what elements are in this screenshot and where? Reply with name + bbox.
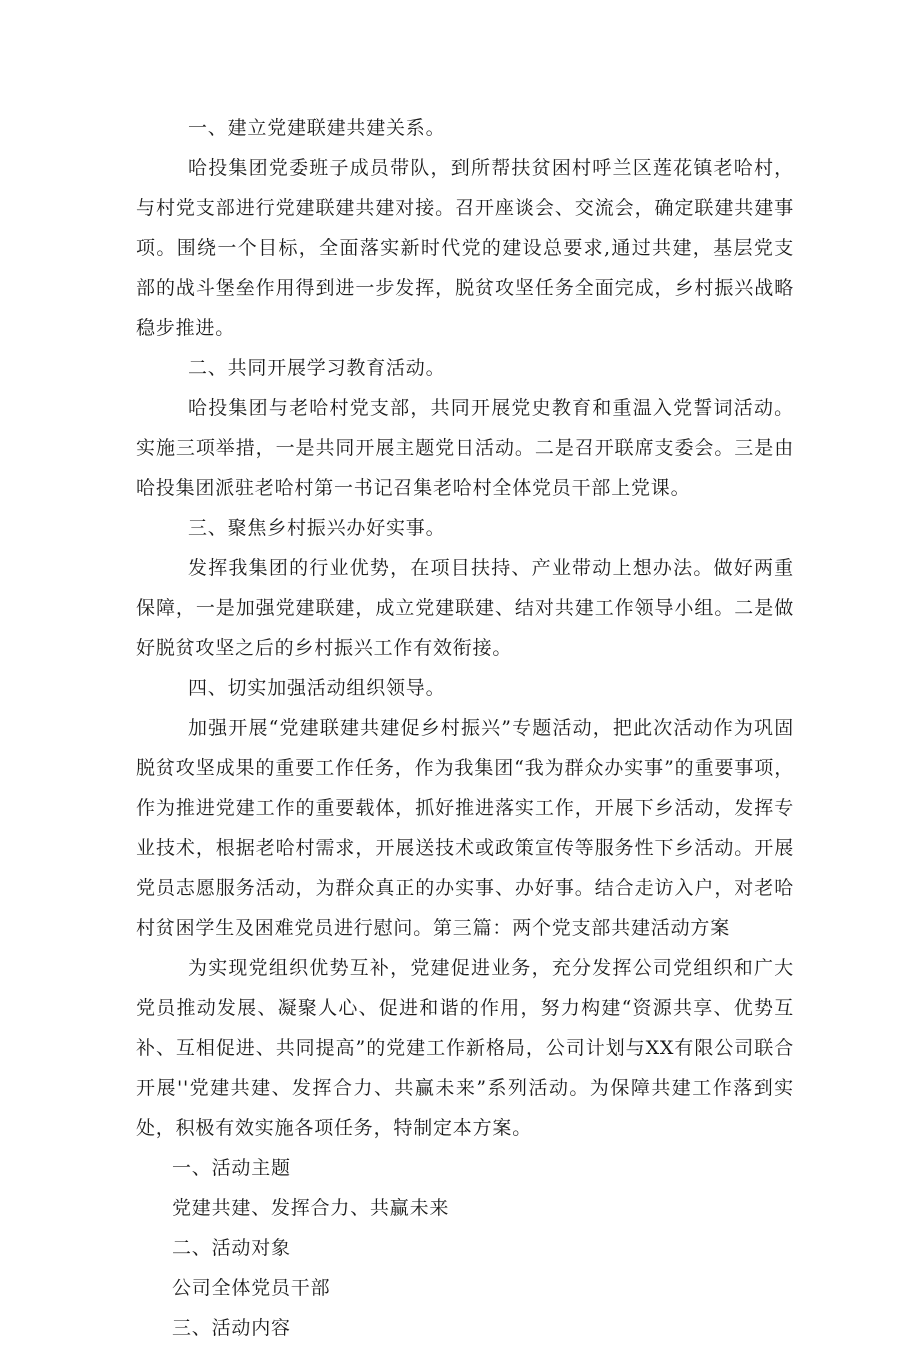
section-heading-3: 三、聚焦乡村振兴办好实事。 xyxy=(188,517,446,539)
paragraph-4: 加强开展“党建联建共建促乡村振兴”专题活动，把此次活动作为巩固脱贫攻坚成果的重要工作任务，作为我集团“我为群众办实事”的重要事项，作为推进党建工作的重要载体，抓好推进落实工作，开展下乡活动，发挥专业技术，根据老哈村需求，开展送技术或政策宣传等服务性下乡活动。开展党员志愿服务活动，为群众真正的办实事、办好事。结合走访入户，对老哈村贫困学生及困难党员进行慰问。第三篇：两个党支部共建活动方案 xyxy=(136,717,794,939)
paragraph-5: 为实现党组织优势互补，党建促进业务，充分发挥公司党组织和广大党员推动发展、凝聚人心、促进和谐的作用，努力构建“资源共享、优势互补、互相促进、共同提高”的党建工作新格局，公司计划与XX有限公司联合开展''党建共建、发挥合力、共赢未来”系列活动。为保障共建工作落到实处，积极有效实施各项任务，特制定本方案。 xyxy=(136,957,794,1139)
list-text-target: 公司全体党员干部 xyxy=(172,1277,331,1299)
document-body xyxy=(136,108,794,1348)
paragraph-2: 哈投集团与老哈村党支部，共同开展党史教育和重温入党誓词活动。实施三项举措，一是共同开展主题党日活动。二是召开联席支委会。三是由哈投集团派驻老哈村第一书记召集老哈村全体党员干部上党课。 xyxy=(136,397,794,499)
paragraph-1: 哈投集团党委班子成员带队，到所帮扶贫困村呼兰区莲花镇老哈村，与村党支部进行党建联建共建对接。召开座谈会、交流会，确定联建共建事项。围绕一个目标，全面落实新时代党的建设总要求,通过共建，基层党支部的战斗堡垒作用得到进一步发挥，脱贫攻坚任务全面完成，乡村振兴战略稳步推进。 xyxy=(136,157,794,339)
list-heading-target: 二、活动对象 xyxy=(172,1237,291,1259)
list-heading-content: 三、活动内容 xyxy=(172,1317,291,1339)
section-heading-4: 四、切实加强活动组织领导。 xyxy=(188,677,446,699)
paragraph-3: 发挥我集团的行业优势，在项目扶持、产业带动上想办法。做好两重保障，一是加强党建联建，成立党建联建、结对共建工作领导小组。二是做好脱贫攻坚之后的乡村振兴工作有效衔接。 xyxy=(136,557,794,659)
list-heading-theme: 一、活动主题 xyxy=(172,1157,291,1179)
list-text-theme: 党建共建、发挥合力、共赢未来 xyxy=(172,1197,450,1219)
section-heading-2: 二、共同开展学习教育活动。 xyxy=(188,357,446,379)
section-heading-1: 一、建立党建联建共建关系。 xyxy=(188,117,446,139)
